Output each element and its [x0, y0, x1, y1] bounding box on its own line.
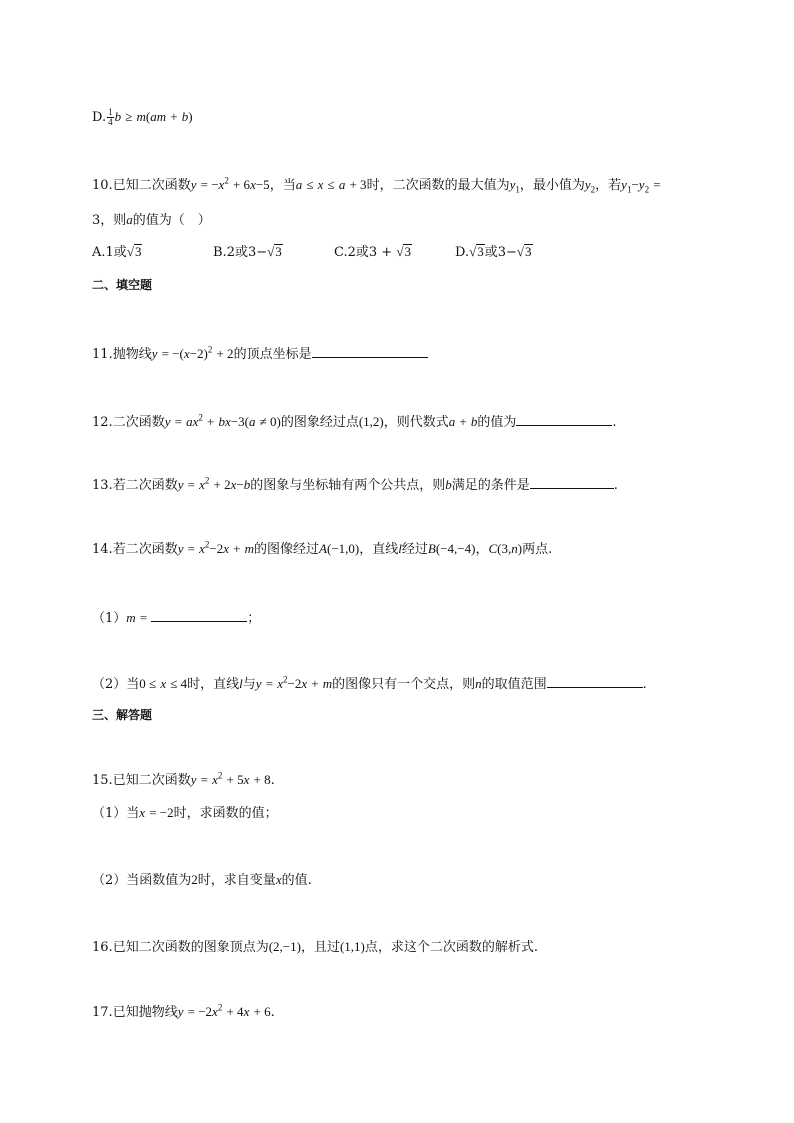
answer-blank[interactable]: [312, 343, 428, 358]
q10-option-b: B.2或3−√3: [213, 244, 282, 260]
q14-sub1: （1）m = ；: [92, 607, 260, 628]
q10-options: [92, 243, 576, 262]
q15-sub1: （1）当x = −2时，求函数的值；: [92, 805, 278, 821]
fraction-one-quarter: $\frac{1}{4}$: [108, 107, 113, 127]
q10-option-d: D.√3或3−√3: [455, 244, 532, 260]
q13-question: 13.若二次函数$y = x^2 + 2x-b$的图象与坐标轴有两个公共点，则b满足的条件是 .: [92, 475, 618, 493]
q9-option-d: D. $\frac{1}{4}$ b ≥ m(am + b): [92, 107, 193, 127]
q14-question: 14.若二次函数$y = x^2-2x + m$的图像经过A(−1,0)，直线l经过B(−4,−4)，C(3,n)两点.: [92, 539, 553, 557]
q17-question: 17.已知抛物线$y = -2x^2 + 4x + 6$.: [92, 1002, 275, 1020]
q10-question-line2: 3，则a的值为（ ）: [92, 212, 211, 228]
q15-sub2: （2）当函数值为2时，求自变量x的值.: [92, 872, 312, 888]
answer-blank[interactable]: [151, 607, 247, 622]
q10-question: 10.已知二次函数$y = -x^2 + 6x-5$，当a ≤ x ≤ a + 3时，二次函数的最大值为$y_1$，最小值为$y_2$，若$y_1-y_2$ =: [92, 175, 661, 195]
q11-question: 11.抛物线$y = -(x-2)^2 + 2$的顶点坐标是: [92, 343, 428, 364]
q12-question: 12.二次函数$y = ax^2 + bx-3(a \ne 0)$的图象经过点(1,2)，则代数式a + b的值为 .: [92, 412, 617, 430]
answer-blank[interactable]: [530, 474, 614, 489]
answer-blank[interactable]: [547, 673, 643, 688]
section-heading-solve: 三、解答题: [92, 708, 153, 722]
q10-option-c: C.2或3 + √3: [334, 244, 411, 260]
answer-blank[interactable]: [516, 411, 612, 426]
section-heading-fill-blank: 二、填空题: [92, 278, 153, 292]
q16-question: 16.已知二次函数的图象顶点为(2,−1)，且过(1,1)点，求这个二次函数的解析式.: [92, 939, 539, 955]
q15-question: 15.已知二次函数$y = x^2 + 5x + 8$.: [92, 770, 275, 788]
q10-option-a: A.1或√3: [92, 244, 142, 260]
q14-sub2: （2）当0 ≤ x ≤ 4时，直线l与$y = x^2-2x + m$的图像只有一个交点，则n的取值范围 .: [92, 674, 647, 692]
